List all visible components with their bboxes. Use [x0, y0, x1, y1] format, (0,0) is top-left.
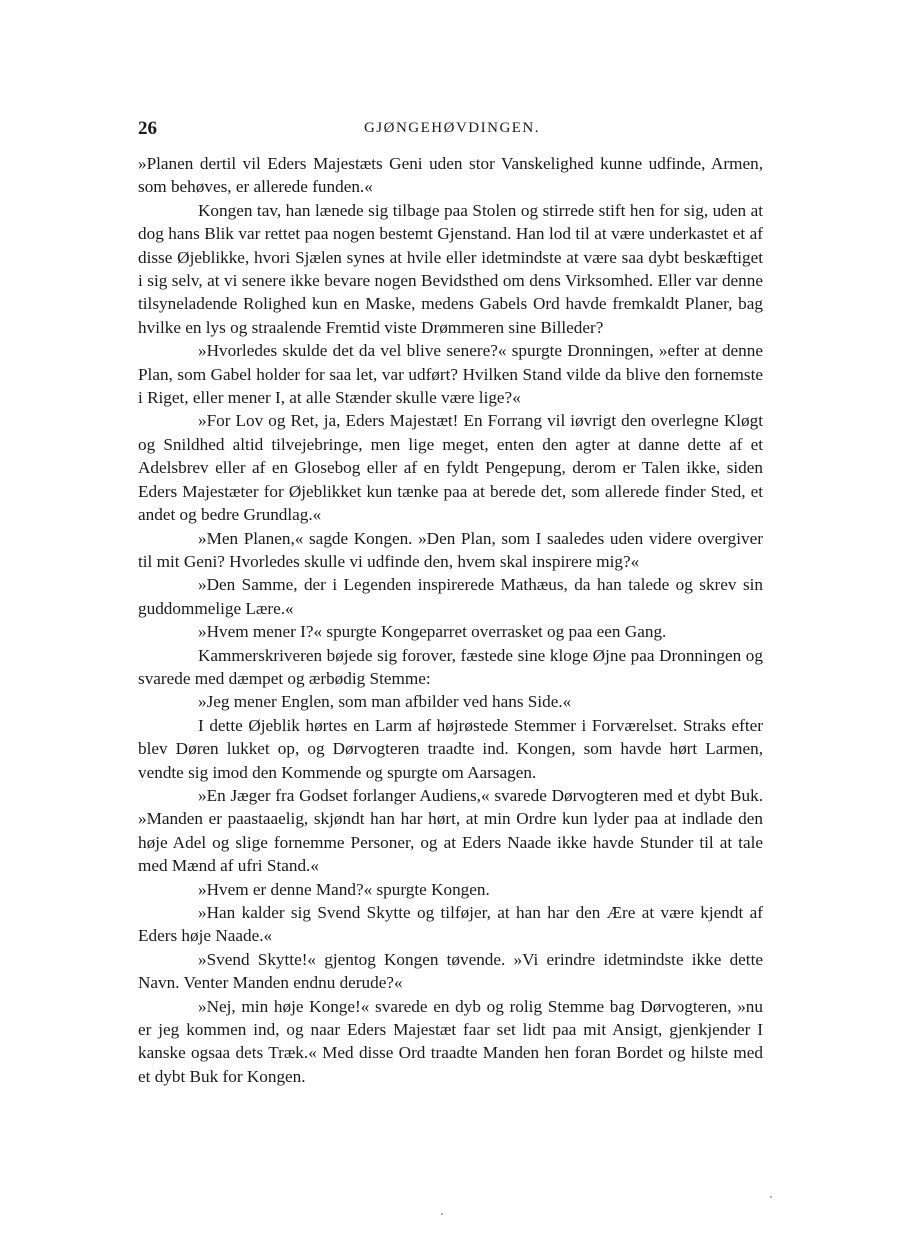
paragraph: Kongen tav, han lænede sig tilbage paa Stolen og stirrede stift hen for sig, uden at dog hans Blik var rettet paa nogen bestemt Gjenstand. Han lod til at være underkastet et af disse Øjeblikke, hvori Sjælen synes at hvile eller idetmindste at være saa dybt beskæftiget i sig selv, at vi senere ikke bevare nogen Bevidsthed om dens Virksomhed. Eller var denne tilsyneladende Rolighed kun en Maske, medens Gabels Ord havde fremkaldt Planer, bag hvilke en lys og straalende Fremtid viste Drømmeren sine Billeder?: [138, 200, 763, 337]
paragraph: »Hvorledes skulde det da vel blive senere?« spurgte Dronningen, »efter at denne Plan, som Gabel holder for saa let, var udført? Hvilken Stand vilde da blive den fornemste i Riget, eller mener I, at alle Stænder skulle være lige?«: [138, 341, 763, 408]
paragraph: »Nej, min høje Konge!« svarede en dyb og rolig Stemme bag Dørvogteren, »nu er jeg kommen ind, og naar Eders Majestæt faar set lidt paa mit Ansigt, gjenkjender I kanske ogsaa dets Træk.« Med disse Ord traadte Manden hen foran Bordet og hilste med et dybt Buk for Kongen.: [138, 996, 763, 1086]
paragraph: »Svend Skytte!« gjentog Kongen tøvende. »Vi erindre idetmindste ikke dette Navn. Venter Manden endnu derude?«: [138, 949, 763, 993]
paragraph: I dette Øjeblik hørtes en Larm af højrøstede Stemmer i Forværelset. Straks efter blev Døren lukket op, og Dørvogteren traadte ind. Kongen, som havde hørt Larmen, vendte sig imod den Kommende og spurgte om Aarsagen.: [138, 715, 763, 782]
paragraph: Kammerskriveren bøjede sig forover, fæstede sine kloge Øjne paa Dronningen og svarede med dæmpet og ærbødig Stemme:: [138, 645, 763, 688]
paragraph: »Hvem er denne Mand?« spurgte Kongen.: [198, 879, 490, 899]
body-text: [138, 152, 763, 1088]
paragraph: »Men Planen,« sagde Kongen. »Den Plan, som I saaledes uden videre overgiver til mit Geni? Hvorledes skulle vi udfinde den, hvem skal inspirere mig?«: [138, 528, 763, 571]
paragraph: »En Jæger fra Godset forlanger Audiens,« svarede Dørvogteren med et dybt Buk. »Manden er paastaaelig, skjøndt han har hørt, at min Ordre kun lyder paa at indlade den høje Adel og slige fornemme Personer, og at Eders Naade ikke havde Stunder til at tale med Mænd af ufri Stand.«: [138, 785, 763, 876]
page-number: 26: [138, 118, 157, 139]
paper-speck: [441, 1213, 443, 1215]
paragraph: »Jeg mener Englen, som man afbilder ved hans Side.«: [198, 692, 572, 712]
paragraph: »Han kalder sig Svend Skytte og tilføjer, at han har den Ære at være kjendt af Eders høje Naade.«: [138, 903, 763, 946]
paragraph: »Planen dertil vil Eders Majestæts Geni uden stor Vanskelighed kunne udfinde, Armen, som behøves, er allerede funden.«: [138, 154, 763, 197]
running-title: GJØNGEHØVDINGEN.: [363, 120, 541, 136]
paragraph: »Hvem mener I?« spurgte Kongeparret overrasket og paa een Gang.: [198, 622, 667, 642]
paragraph: »For Lov og Ret, ja, Eders Majestæt! En Forrang vil iøvrigt den overlegne Kløgt og Snildhed altid tilvejebringe, men lige meget, enten den agter at danne dette af et Adelsbrev eller af en Glosebog eller af en fyldt Pengepung, derom er Talen ikke, siden Eders Majestæter for Øjeblikket kun tænke paa at berede det, som allerede finder Sted, et andet og bedre Grundlag.«: [138, 411, 763, 525]
paper-speck: [770, 1196, 772, 1198]
paragraph: »Den Samme, der i Legenden inspirerede Mathæus, da han talede og skrev sin guddommelige Lære.«: [138, 575, 763, 618]
